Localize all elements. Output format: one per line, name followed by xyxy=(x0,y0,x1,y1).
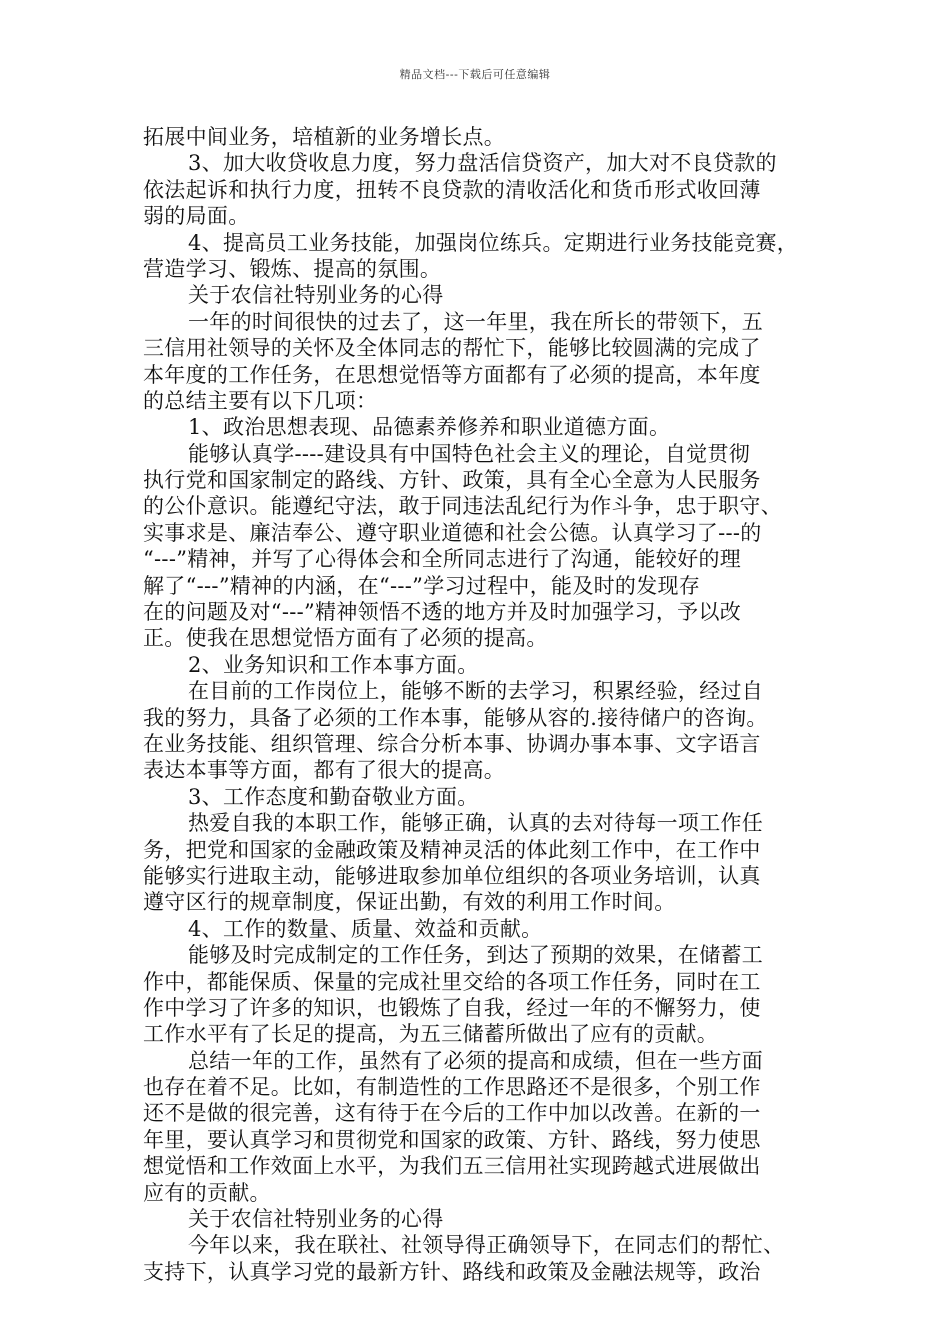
text-line: 务，把党和国家的金融政策及精神灵活的体此刻工作中，在工作中 xyxy=(143,837,761,862)
text-line: 应有的贡献。 xyxy=(143,1180,271,1205)
text-line: 3、工作态度和勤奋敬业方面。 xyxy=(188,784,479,809)
text-line: 一年的时间很快的过去了，这一年里，我在所长的带领下，五 xyxy=(188,309,764,334)
text-line: 在业务技能、组织管理、综合分析本事、协调办事本事、文字语言 xyxy=(143,731,761,756)
text-line: 关于农信社特别业务的心得 xyxy=(188,283,444,308)
text-line: 热爱自我的本职工作，能够正确，认真的去对待每一项工作任 xyxy=(188,811,764,836)
text-line: 4、提高员工业务技能，加强岗位练兵。定期进行业务技能竞赛， xyxy=(188,230,799,255)
text-line: 想觉悟和工作效面上水平，为我们五三信用社实现跨越式进展做出 xyxy=(143,1154,761,1179)
text-line: 遵守区行的规章制度，保证出勤，有效的利用工作时间。 xyxy=(143,890,676,915)
text-line: 3、加大收贷收息力度，努力盘活信贷资产，加大对不良贷款的 xyxy=(188,151,777,176)
text-line: 总结一年的工作，虽然有了必须的提高和成绩，但在一些方面 xyxy=(188,1048,764,1073)
page-header: 精品文档---下载后可任意编辑 xyxy=(399,68,551,81)
text-line: 实事求是、廉洁奉公、遵守职业道德和社会公德。认真学习了---的 xyxy=(143,520,762,545)
text-line: 能够认真学----建设具有中国特色社会主义的理论，自觉贯彻 xyxy=(188,441,751,466)
text-line: 在的问题及对“---”精神领悟不透的地方并及时加强学习，予以改 xyxy=(143,600,742,625)
text-line: 能够及时完成制定的工作任务，到达了预期的效果，在储蓄工 xyxy=(188,943,764,968)
text-line: 4、工作的数量、质量、效益和贡献。 xyxy=(188,916,543,941)
text-line: 作中学习了许多的知识，也锻炼了自我，经过一年的不懈努力，使 xyxy=(143,995,761,1020)
text-line: 表达本事等方面，都有了很大的提高。 xyxy=(143,758,506,783)
text-line: 执行党和国家制定的路线、方针、政策，具有全心全意为人民服务 xyxy=(143,468,761,493)
text-line: 拓展中间业务，培植新的业务增长点。 xyxy=(143,125,506,149)
text-line: 依法起诉和执行力度，扭转不良贷款的清收活化和货币形式收回薄 xyxy=(143,177,761,202)
text-line: 我的努力，具备了必须的工作本事，能够从容的.接待储户的咨询。 xyxy=(143,705,768,730)
text-line: 工作水平有了长足的提高，为五三储蓄所做出了应有的贡献。 xyxy=(143,1022,719,1047)
text-line: 在目前的工作岗位上，能够不断的去学习，积累经验，经过自 xyxy=(188,679,764,704)
text-line: 正。使我在思想觉悟方面有了必须的提高。 xyxy=(143,626,548,651)
text-line: 也存在着不足。比如，有制造性的工作思路还不是很多，个别工作 xyxy=(143,1075,761,1100)
text-line: 2、业务知识和工作本事方面。 xyxy=(188,652,479,677)
text-line: 关于农信社特别业务的心得 xyxy=(188,1207,444,1232)
text-line: 营造学习、锻炼、提高的氛围。 xyxy=(143,256,442,281)
text-line: 弱的局面。 xyxy=(143,204,250,229)
text-line: 能够实行进取主动，能够进取参加单位组织的各项业务培训，认真 xyxy=(143,863,761,888)
text-line: 作中，都能保质、保量的完成社里交给的各项工作任务，同时在工 xyxy=(143,969,761,994)
text-line: 年里，要认真学习和贯彻党和国家的政策、方针、路线，努力使思 xyxy=(143,1127,761,1152)
text-line: 支持下，认真学习党的最新方针、路线和政策及金融法规等，政治 xyxy=(143,1259,761,1284)
text-line: 还不是做的很完善，这有待于在今后的工作中加以改善。在新的一 xyxy=(143,1101,761,1126)
text-line: “---”精神，并写了心得体会和全所同志进行了沟通，能较好的理 xyxy=(143,547,742,572)
text-line: 的公仆意识。能遵纪守法，敢于同违法乱纪行为作斗争，忠于职守、 xyxy=(143,494,782,519)
text-line: 三信用社领导的关怀及全体同志的帮忙下，能够比较圆满的完成了 xyxy=(143,336,761,361)
text-line: 的总结主要有以下几项： xyxy=(143,388,378,413)
text-line: 解了“---”精神的内涵，在“---”学习过程中，能及时的发现存 xyxy=(143,573,701,598)
text-line: 本年度的工作任务，在思想觉悟等方面都有了必须的提高，本年度 xyxy=(143,362,761,387)
document-body xyxy=(143,124,811,1285)
text-line: 1、政治思想表现、品德素养修养和职业道德方面。 xyxy=(188,415,671,440)
text-line: 今年以来，我在联社、社领导得正确领导下，在同志们的帮忙、 xyxy=(188,1233,785,1258)
